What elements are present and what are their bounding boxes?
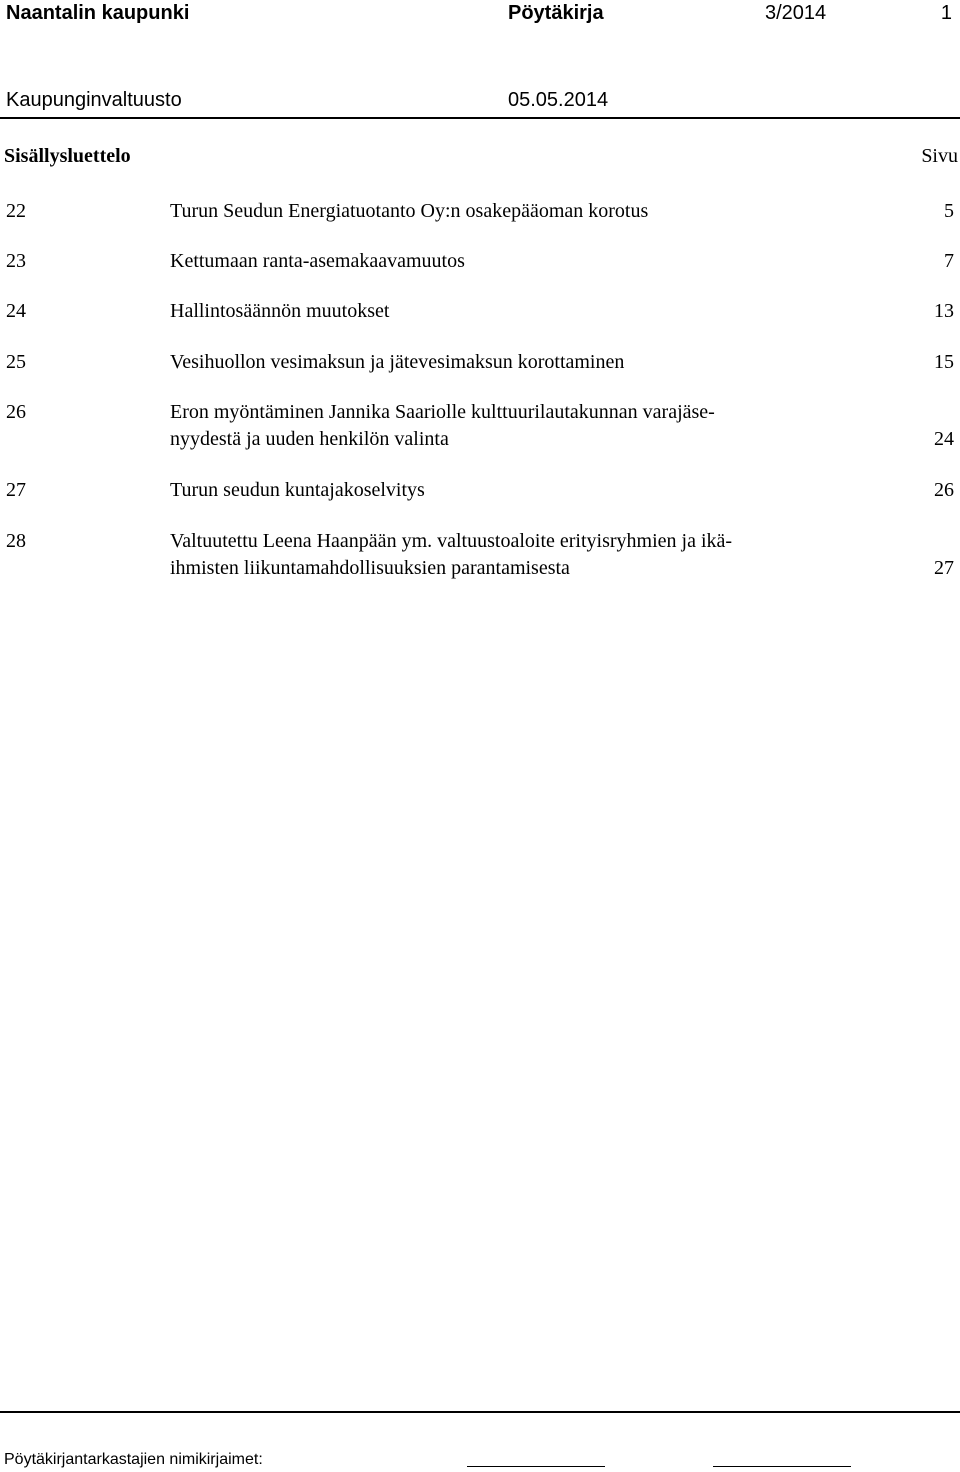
toc-item-page: 27 (934, 557, 954, 579)
toc-item-number: 22 (6, 200, 26, 222)
toc-item-number: 26 (6, 401, 26, 423)
toc-item-number: 28 (6, 530, 26, 552)
city-name: Naantalin kaupunki (6, 2, 190, 24)
toc-item-page: 24 (934, 428, 954, 450)
toc-item-number: 25 (6, 351, 26, 373)
toc-item-title: Eron myöntäminen Jannika Saariolle kulttuurilautakunnan varajäse- (170, 401, 715, 423)
signature-line-2 (713, 1466, 851, 1467)
toc-item-number: 27 (6, 479, 26, 501)
toc-item-page: 7 (944, 250, 954, 272)
toc-item-title: Hallintosäännön muutokset (170, 300, 390, 322)
toc-item-title: Valtuutettu Leena Haanpään ym. valtuustoaloite erityisryhmien ja ikä- (170, 530, 733, 552)
toc-item-title-continued: nyydestä ja uuden henkilön valinta (170, 428, 449, 450)
toc-item-page: 26 (934, 479, 954, 501)
toc-heading: Sisällysluettelo (4, 145, 131, 167)
toc-item-title-continued: ihmisten liikuntamahdollisuuksien parantamisesta (170, 557, 570, 579)
toc-item-title: Kettumaan ranta-asemakaavamuutos (170, 250, 465, 272)
signature-line-1 (467, 1466, 605, 1467)
footer-rule (0, 1411, 960, 1413)
toc-item-number: 24 (6, 300, 26, 322)
document-type: Pöytäkirja (508, 2, 604, 24)
header-rule (0, 117, 960, 119)
toc-item-page: 15 (934, 351, 954, 373)
toc-item-title: Turun seudun kuntajakoselvitys (170, 479, 425, 501)
toc-item-page: 13 (934, 300, 954, 322)
page-number: 1 (940, 2, 952, 24)
governing-body: Kaupunginvaltuusto (6, 89, 182, 111)
signature-label: Pöytäkirjantarkastajien nimikirjaimet: (4, 1451, 263, 1468)
document-number: 3/2014 (765, 2, 827, 24)
meeting-date: 05.05.2014 (508, 89, 609, 111)
toc-item-title: Vesihuollon vesimaksun ja jätevesimaksun korottaminen (170, 351, 625, 373)
toc-item-page: 5 (944, 200, 954, 222)
toc-item-title: Turun Seudun Energiatuotanto Oy:n osakepääoman korotus (170, 200, 649, 222)
toc-item-number: 23 (6, 250, 26, 272)
toc-page-heading: Sivu (921, 145, 958, 167)
